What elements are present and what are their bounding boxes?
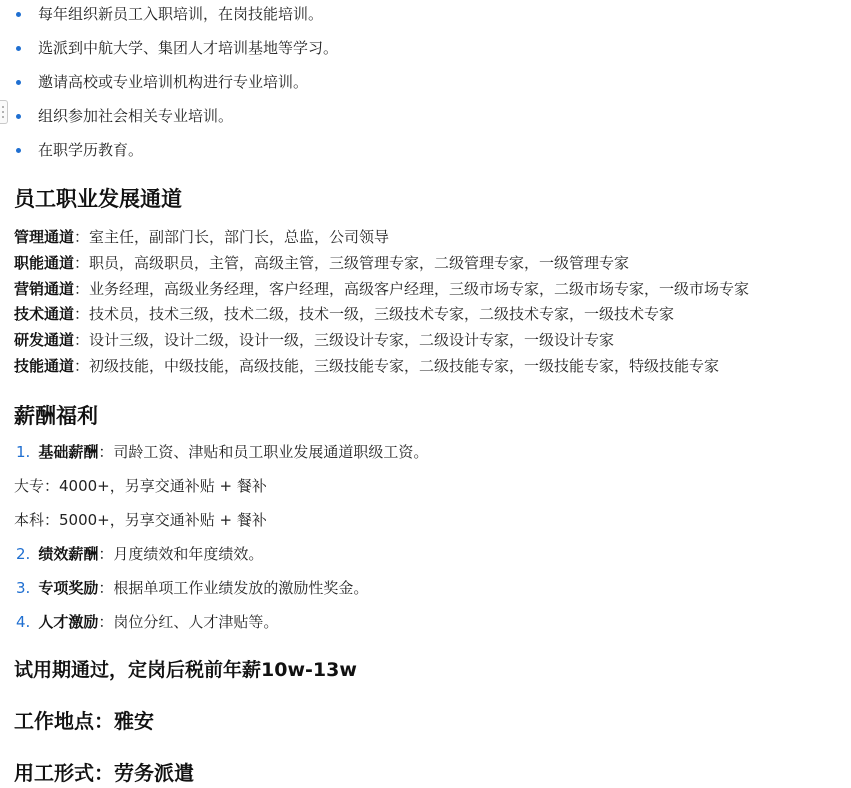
channel-levels: 初级技能，中级技能，高级技能，三级技能专家，二级技能专家，一级技能专家，特级技能专家 [89,356,720,375]
channel-name: 技能通道 [14,356,75,375]
channel-row [14,354,749,380]
channel-levels: 技术员，技术三级，技术二级，技术一级，三级技术专家，二级技术专家，一级技术专家 [89,305,675,324]
channel-levels: 职员，高级职员，主管，高级主管，三级管理专家，二级管理专家，一级管理专家 [89,253,630,272]
benefit-term: 绩效薪酬 [38,545,99,563]
benefit-text: 司龄工资、津贴和员工职业发展通道职级工资。 [113,443,429,461]
list-item [14,104,338,138]
annual-salary: 试用期通过，定岗后税前年薪10w-13w [14,659,357,681]
separator: ： [74,305,90,324]
benefit-term: 人才激励 [38,613,99,631]
channel-name: 技术通道 [14,305,75,324]
bullet-icon [16,12,21,17]
channel-row [14,225,749,251]
separator: ： [98,545,114,563]
channel-levels: 设计三级，设计二级，设计一级，三级设计专家，二级设计专家，一级设计专家 [89,331,615,350]
training-item-text: 选派到中航大学、集团人才培训基地等学习。 [38,39,339,57]
career-channel-list [14,225,749,380]
associate-salary: 大专：4000+，另享交通补贴 + 餐补 [14,477,267,495]
drag-handle-icon[interactable] [0,100,8,124]
bullet-icon [16,80,21,85]
benefit-text: 岗位分红、人才津贴等。 [113,613,279,631]
list-item [14,138,338,172]
benefit-item [14,610,428,644]
bachelor-salary: 本科：5000+，另享交通补贴 + 餐补 [14,511,267,529]
channel-name: 营销通道 [14,279,75,298]
channel-name: 管理通道 [14,228,75,246]
channel-row [14,328,749,354]
separator: ： [74,279,90,298]
channel-row [14,302,749,328]
item-number: 1. [16,443,31,461]
benefit-term: 专项奖励 [38,579,99,597]
separator: ： [74,331,90,350]
benefit-term: 基础薪酬 [38,443,99,461]
list-item [14,36,338,70]
work-location: 工作地点：雅安 [14,709,154,733]
employment-type: 用工形式：劳务派遣 [14,761,194,785]
training-item-text: 邀请高校或专业培训机构进行专业培训。 [38,73,309,91]
bullet-icon [16,114,21,119]
item-number: 2. [16,545,31,563]
channel-name: 职能通道 [14,253,75,272]
separator: ： [74,253,90,272]
separator: ： [98,579,114,597]
benefits-heading: 薪酬福利 [14,404,98,428]
separator: ： [98,443,114,461]
training-item-text: 每年组织新员工入职培训，在岗技能培训。 [38,5,324,23]
separator: ： [74,356,90,375]
bullet-icon [16,148,21,153]
channel-levels: 业务经理，高级业务经理，客户经理，高级客户经理，三级市场专家，二级市场专家，一级市场专家 [89,279,750,298]
training-list [14,2,338,172]
training-item-text: 在职学历教育。 [38,141,144,159]
benefit-item [14,576,428,610]
career-heading: 员工职业发展通道 [14,187,182,211]
separator: ： [74,228,90,246]
channel-row [14,277,749,303]
channel-levels: 室主任，副部门长，部门长，总监，公司领导 [89,228,390,246]
benefits-list [14,440,428,644]
training-item-text: 组织参加社会相关专业培训。 [38,107,234,125]
list-item [14,2,338,36]
list-item [14,70,338,104]
benefit-item [14,440,428,474]
bullet-icon [16,46,21,51]
item-number: 3. [16,579,31,597]
benefit-text: 根据单项工作业绩发放的激励性奖金。 [113,579,369,597]
benefit-text: 月度绩效和年度绩效。 [113,545,264,563]
channel-row [14,251,749,277]
item-number: 4. [16,613,31,631]
separator: ： [98,613,114,631]
benefit-item [14,542,428,576]
channel-name: 研发通道 [14,331,75,350]
